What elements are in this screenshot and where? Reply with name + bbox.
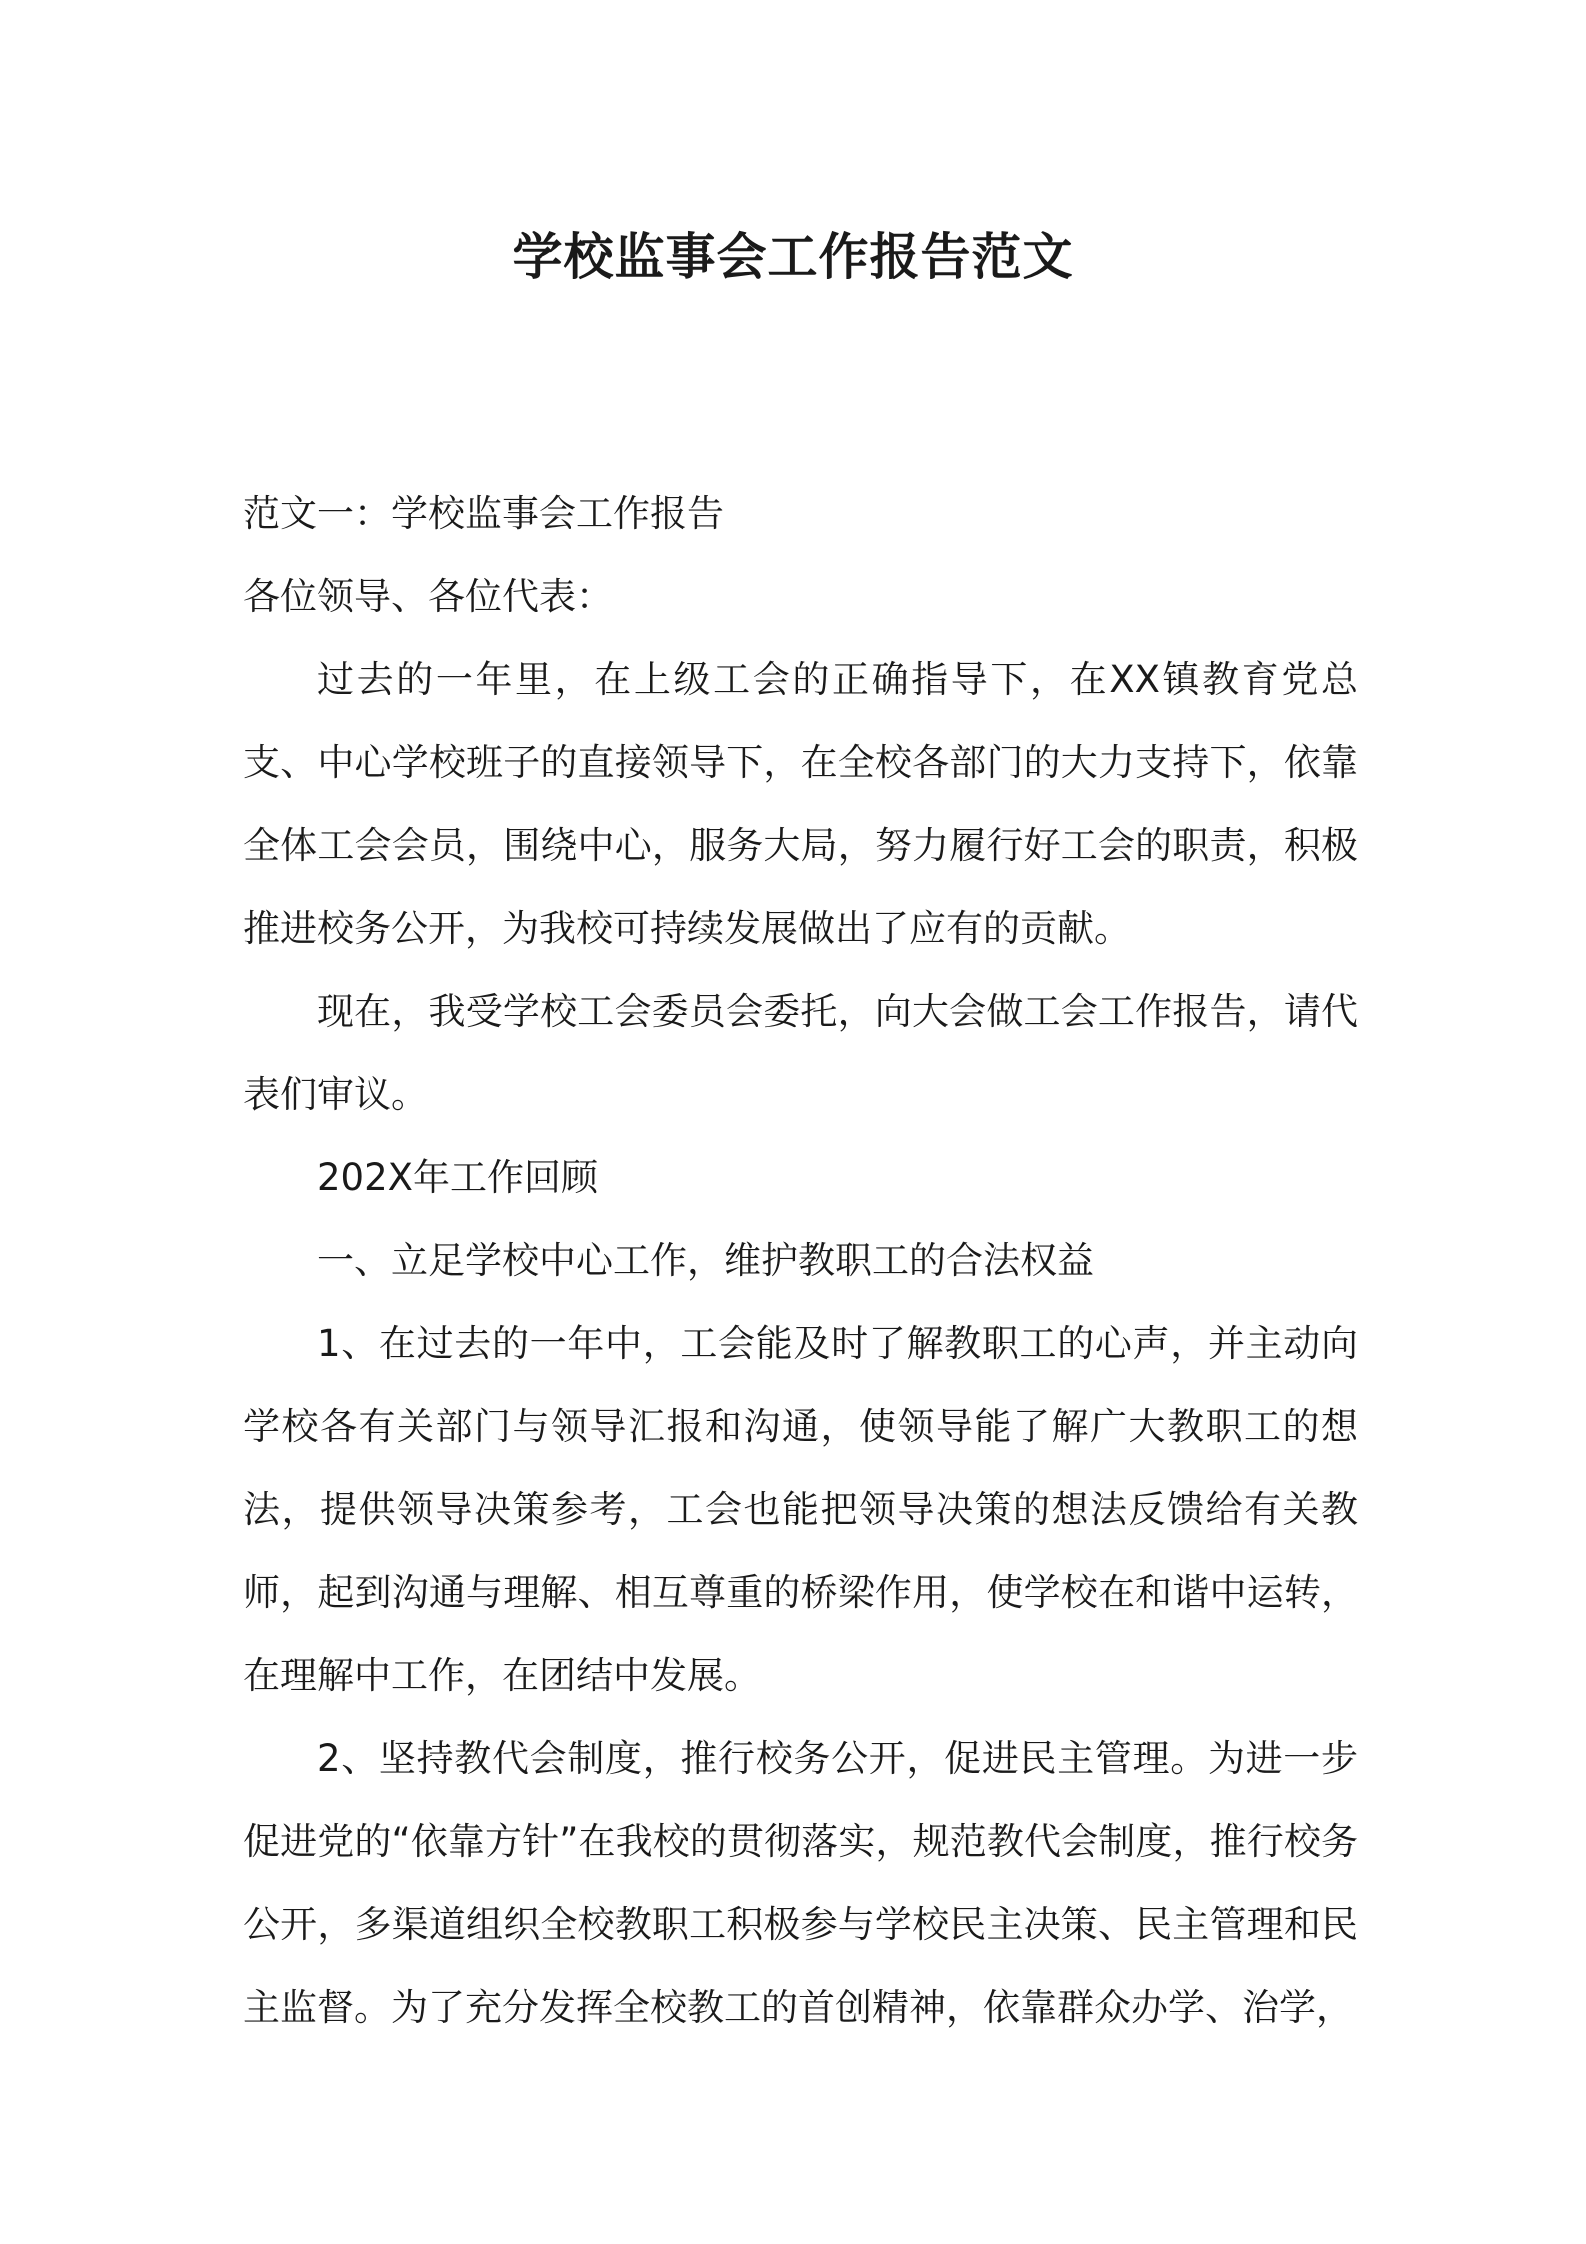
document-title: 学校监事会工作报告范文 <box>512 228 1074 286</box>
paragraph-request: 现在，我受学校工会委员会委托，向大会做工会工作报告，请代表们审议。 <box>243 990 1358 1116</box>
paragraph-item-1: 1、在过去的一年中，工会能及时了解教职工的心声，并主动向学校各有关部门与领导汇报和沟通，使领导能了解广大教职工的想法，提供领导决策参考，工会也能把领导决策的想法反馈给有关教师，起到沟通与理解、相互尊重的桥梁作用，使学校在和谐中运转，在理解中工作，在团结中发展。 <box>243 1322 1358 1697</box>
section-heading-one: 一、立足学校中心工作，维护教职工的合法权益 <box>317 1239 1094 1282</box>
salutation: 各位领导、各位代表： <box>243 575 613 618</box>
document-subtitle: 范文一：学校监事会工作报告 <box>243 492 724 535</box>
paragraph-intro: 过去的一年里，在上级工会的正确指导下，在XX镇教育党总支、中心学校班子的直接领导下，在全校各部门的大力支持下，依靠全体工会会员，围绕中心，服务大局，努力履行好工会的职责，积极推进校务公开，为我校可持续发展做出了应有的贡献。 <box>243 658 1358 950</box>
paragraph-item-2: 2、坚持教代会制度，推行校务公开，促进民主管理。为进一步促进党的“依靠方针”在我校的贯彻落实，规范教代会制度，推行校务公开，多渠道组织全校教职工积极参与学校民主决策、民主管理和民主监督。为了充分发挥全校教工的首创精神，依靠群众办学、治学， <box>243 1737 1358 2029</box>
section-heading-review: 202X年工作回顾 <box>317 1156 598 1199</box>
document-body <box>243 472 1358 2049</box>
